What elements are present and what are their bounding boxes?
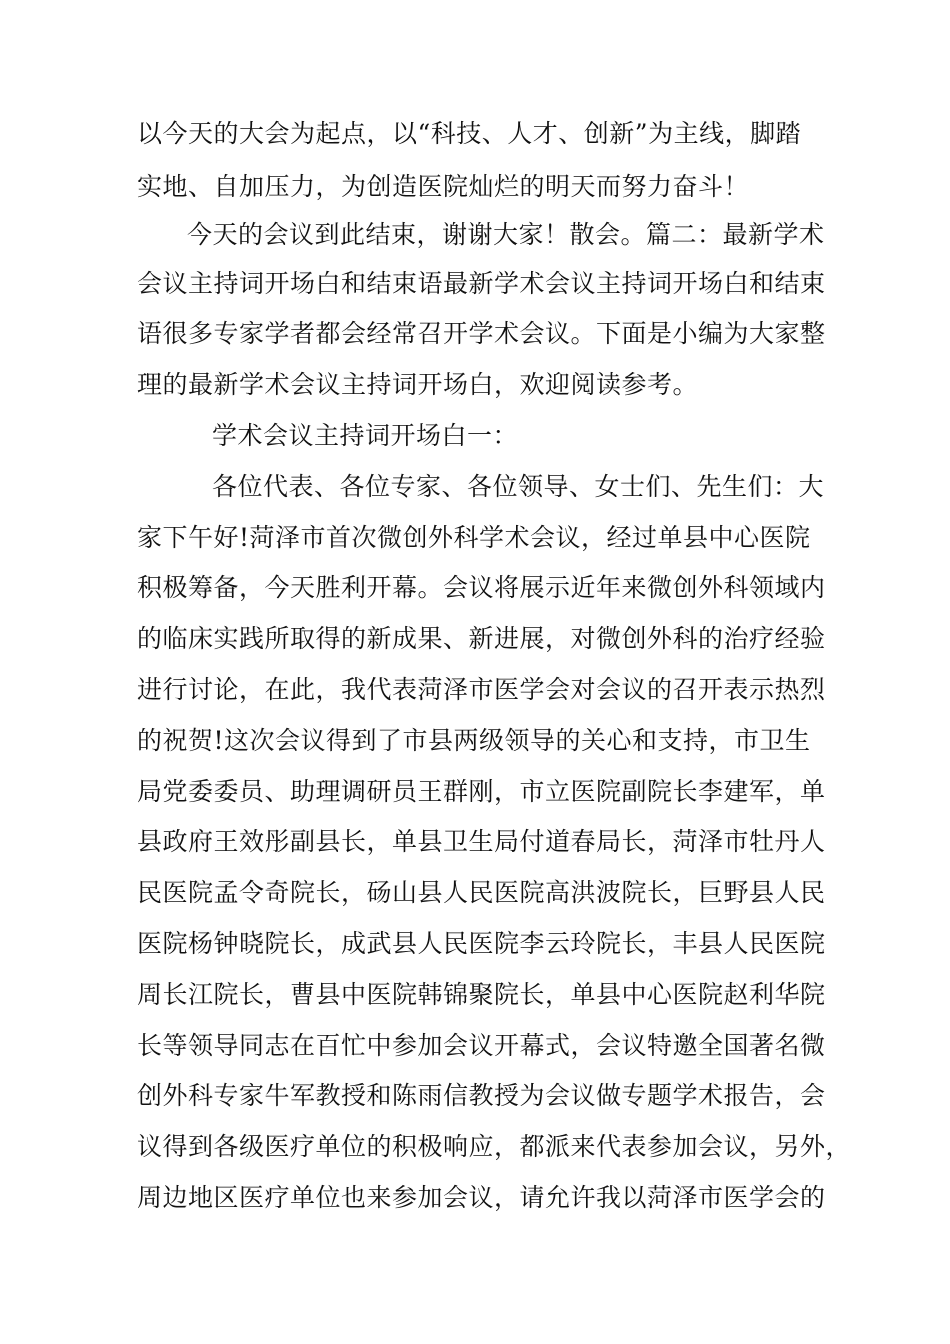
section-heading: 学术会议主持词开场白一： [212,421,519,450]
text-line: 创外科专家牛军教授和陈雨信教授为会议做专题学术报告，会 [137,1081,826,1110]
paragraph-start-line: 各位代表、各位专家、各位领导、女士们、先生们：大 [212,472,825,501]
text-line: 家下午好!菏泽市首次微创外科学术会议，经过单县中心医院 [137,523,811,552]
paragraph-start-line: 今天的会议到此结束，谢谢大家！散会。篇二：最新学术 [187,220,825,249]
text-line: 局党委委员、助理调研员王群刚，市立医院副院长李建军，单 [137,777,826,806]
text-line: 会议主持词开场白和结束语最新学术会议主持词开场白和结束 [137,269,826,298]
text-line: 积极筹备，今天胜利开幕。会议将展示近年来微创外科领域内 [137,573,826,602]
text-line: 实地、自加压力，为创造医院灿烂的明天而努力奋斗！ [137,172,750,201]
text-line: 周边地区医疗单位也来参加会议，请允许我以菏泽市医学会的 [137,1183,826,1212]
text-line: 医院杨钟晓院长，成武县人民医院李云玲院长，丰县人民医院 [137,929,826,958]
text-line: 以今天的大会为起点，以“科技、人才、创新”为主线，脚踏 [137,119,802,148]
text-line: 语很多专家学者都会经常召开学术会议。下面是小编为大家整 [137,319,826,348]
text-line: 周长江院长，曹县中医院韩锦聚院长，单县中心医院赵利华院 [137,980,826,1009]
text-line: 的祝贺!这次会议得到了市县两级领导的关心和支持，市卫生 [137,726,811,755]
text-line: 民医院孟令奇院长，砀山县人民医院高洪波院长，巨野县人民 [137,878,826,907]
text-line: 长等领导同志在百忙中参加会议开幕式，会议特邀全国著名微 [137,1031,826,1060]
text-line: 县政府王效彤副县长，单县卫生局付道春局长，菏泽市牡丹人 [137,827,826,856]
text-line: 理的最新学术会议主持词开场白，欢迎阅读参考。 [137,370,699,399]
text-line: 进行讨论，在此，我代表菏泽市医学会对会议的召开表示热烈 [137,675,826,704]
text-line: 的临床实践所取得的新成果、新进展，对微创外科的治疗经验 [137,624,826,653]
text-line: 议得到各级医疗单位的积极响应，都派来代表参加会议，另外， [137,1132,852,1161]
